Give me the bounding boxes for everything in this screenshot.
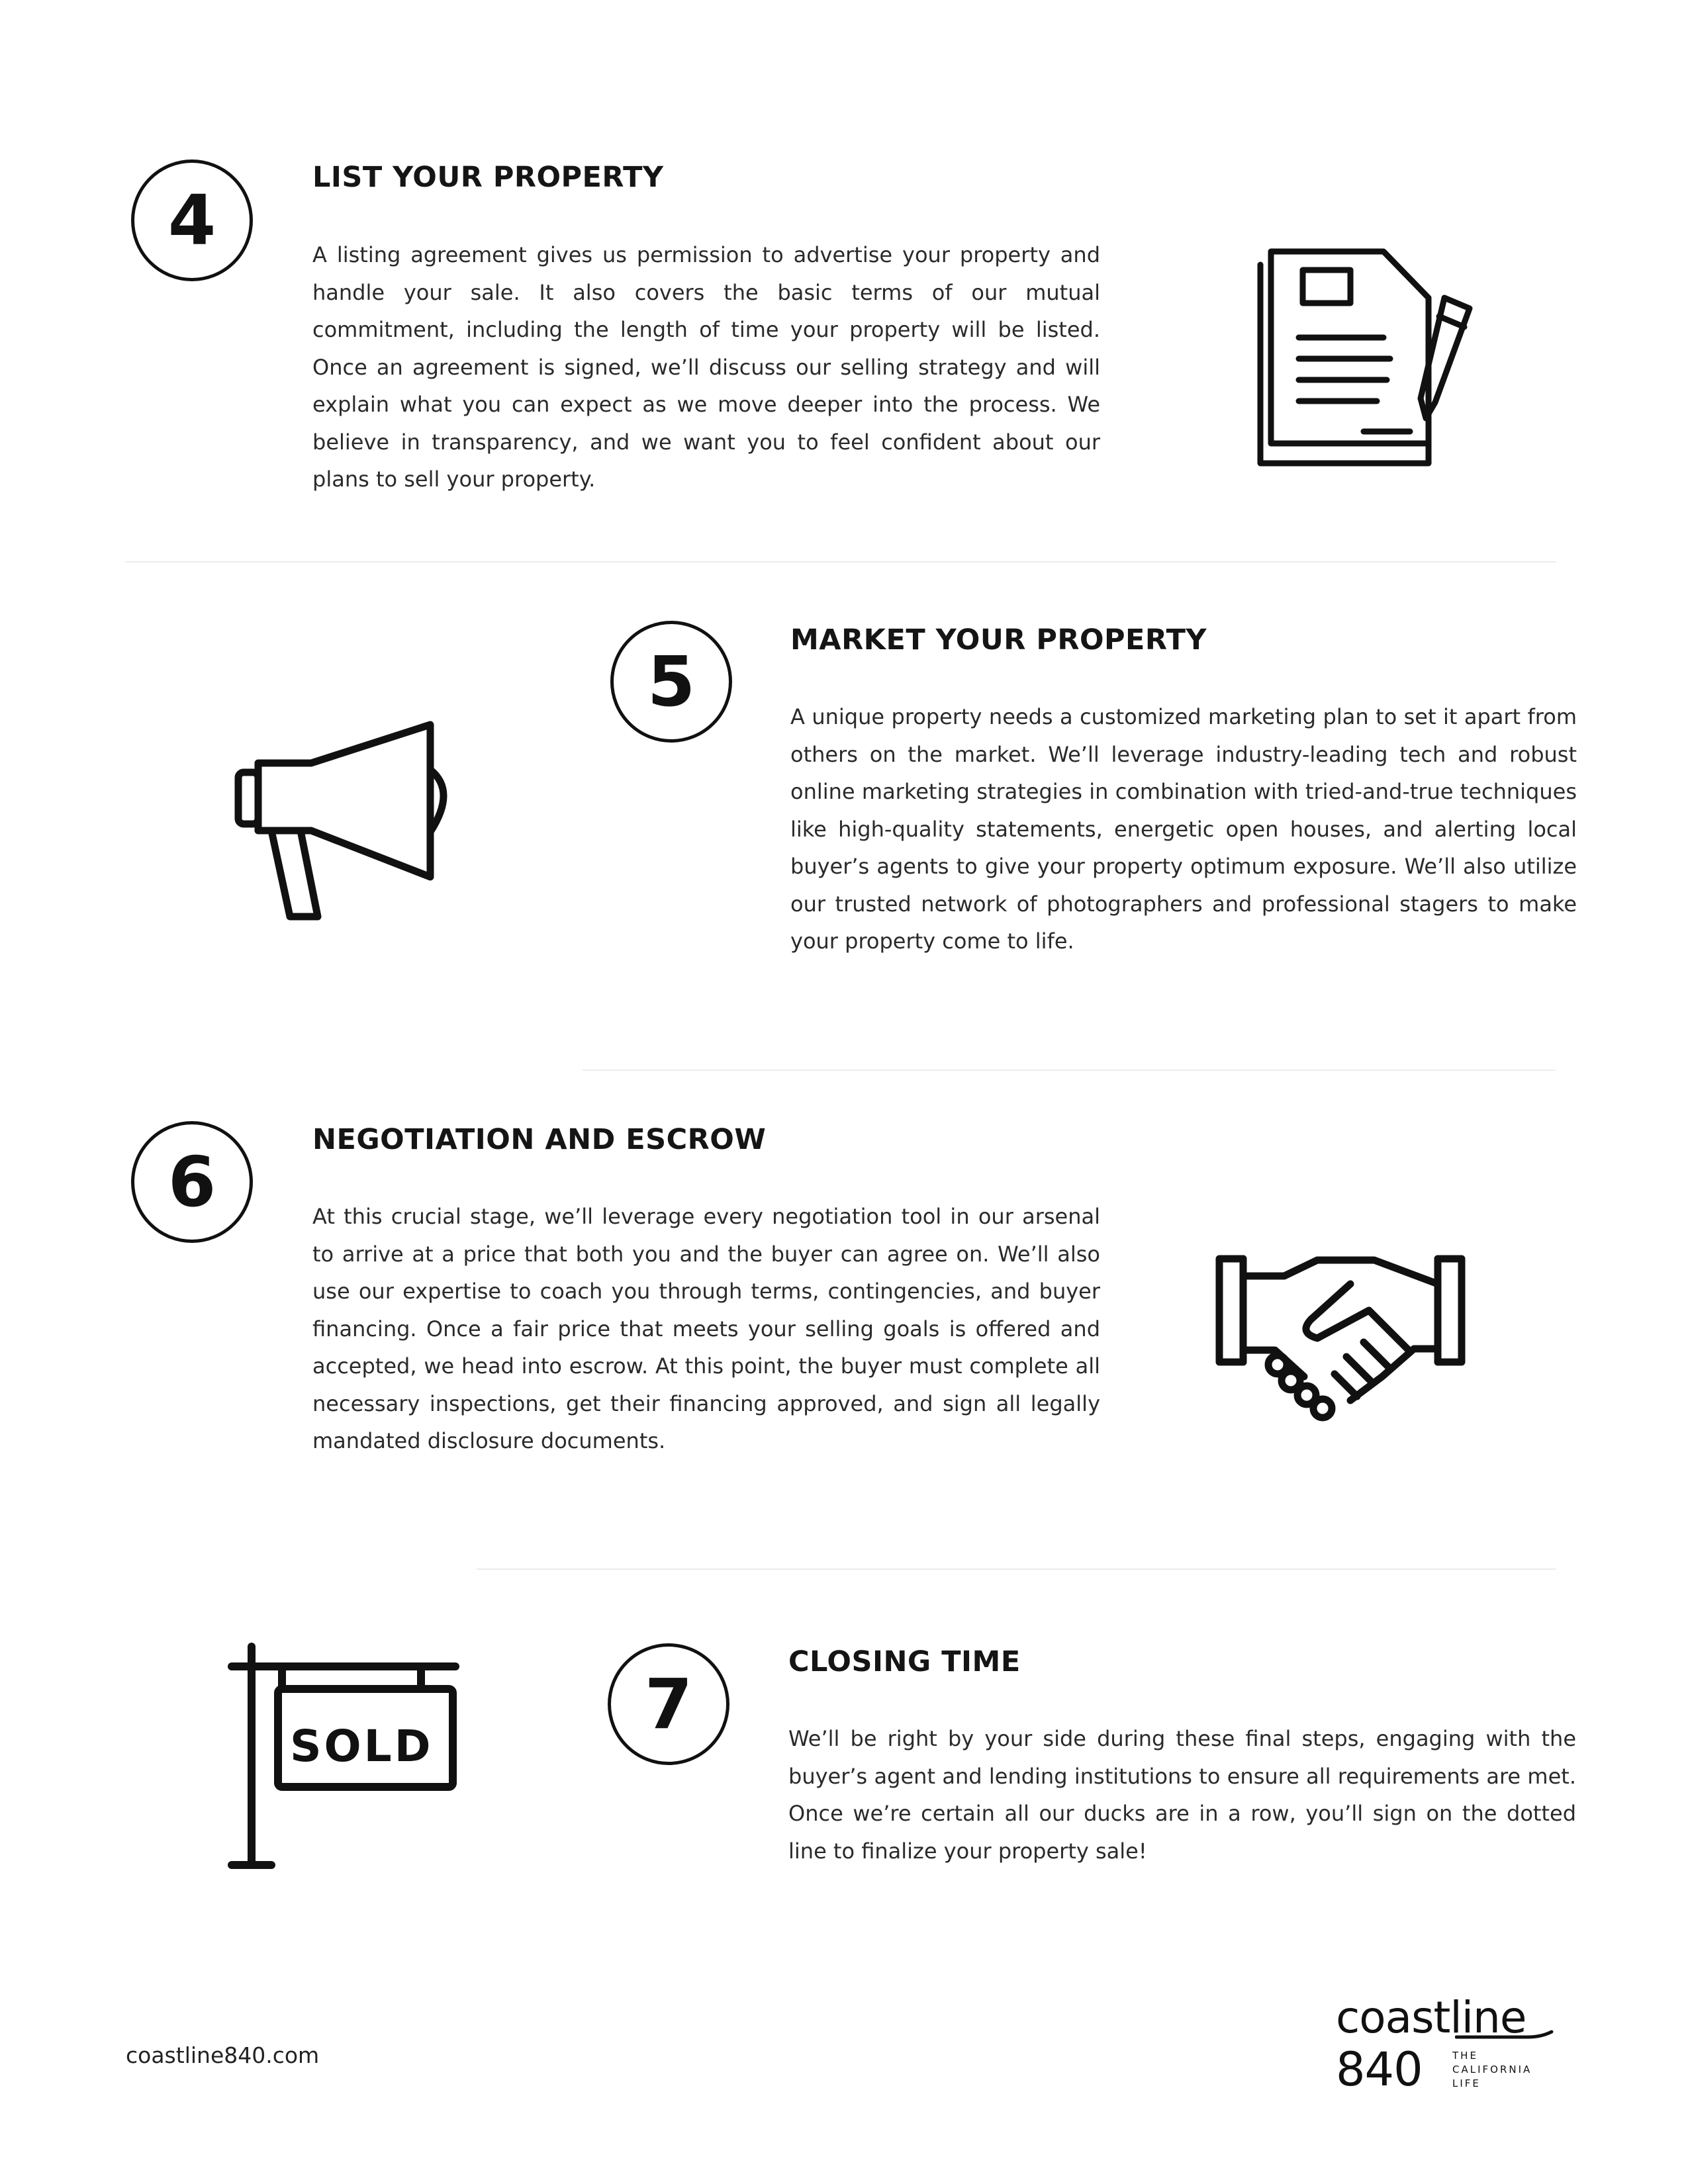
- logo-wordmark: coastline: [1336, 1992, 1526, 2043]
- step-5-number: 5: [610, 621, 732, 743]
- divider: [477, 1569, 1556, 1570]
- document-pen-icon: [1251, 245, 1483, 470]
- step-7-number: 7: [608, 1643, 729, 1765]
- step-6-title: NEGOTIATION AND ESCROW: [312, 1123, 767, 1156]
- footer-website-link[interactable]: coastline840.com: [126, 2042, 320, 2068]
- step-4-title: LIST YOUR PROPERTY: [312, 161, 664, 194]
- step-6-number: 6: [131, 1121, 253, 1243]
- step-6-body: At this crucial stage, we’ll leverage every negotiation tool in our arsenal to arrive at a price that both you and the buyer can agree on. We’ll also use our expertise to coach you through terms, contingencies, and buyer financing. Once a fair price that meets your selling goals is offered and accepted, we head into escrow. At this point, the buyer must complete all necessary inspections, get their financing approved, and sign all legally mandated disclosure documents.: [312, 1204, 1100, 1453]
- step-5-body: A unique property needs a customized marketing plan to set it apart from others on the market. We’ll leverage industry-leading tech and robust online marketing strategies in combination with tried-and-true techniques like high-quality statements, energetic open houses, and alerting local buyer’s agents to give your property optimum exposure. We’ll also utilize our trusted network of photographers and professional stagers to make your property come to life.: [790, 704, 1577, 954]
- wave-underline-icon: [1455, 2029, 1554, 2044]
- logo-tagline: THE CALIFORNIA LIFE: [1452, 2050, 1532, 2089]
- megaphone-icon: [232, 718, 470, 930]
- logo-number: 840: [1336, 2042, 1423, 2097]
- divider: [126, 561, 1556, 563]
- step-4-body: A listing agreement gives us permission to advertise your property and handle your sale. It also covers the basic terms of our mutual commitment, including the length of time your property will be listed. Once an agreement is signed, we’ll discuss our selling strategy and will explain what you can expect as we move deeper into the process. We believe in transparency, and we want you to feel confident about our plans to sell your property.: [312, 242, 1100, 492]
- coastline-840-logo: [1336, 1992, 1554, 2097]
- step-7-body: We’ll be right by your side during these final steps, engaging with the buyer’s agent and lending institutions to ensure all requirements are met. Once we’re certain all our ducks are in a row, you’ll sign on the dotted line to finalize your property sale!: [788, 1726, 1576, 1864]
- handshake-icon: [1211, 1251, 1470, 1423]
- step-7-title: CLOSING TIME: [788, 1645, 1021, 1678]
- divider: [583, 1069, 1556, 1071]
- step-5-title: MARKET YOUR PROPERTY: [790, 623, 1207, 657]
- step-4-number: 4: [131, 159, 253, 281]
- sold-sign-text: SOLD: [290, 1721, 434, 1772]
